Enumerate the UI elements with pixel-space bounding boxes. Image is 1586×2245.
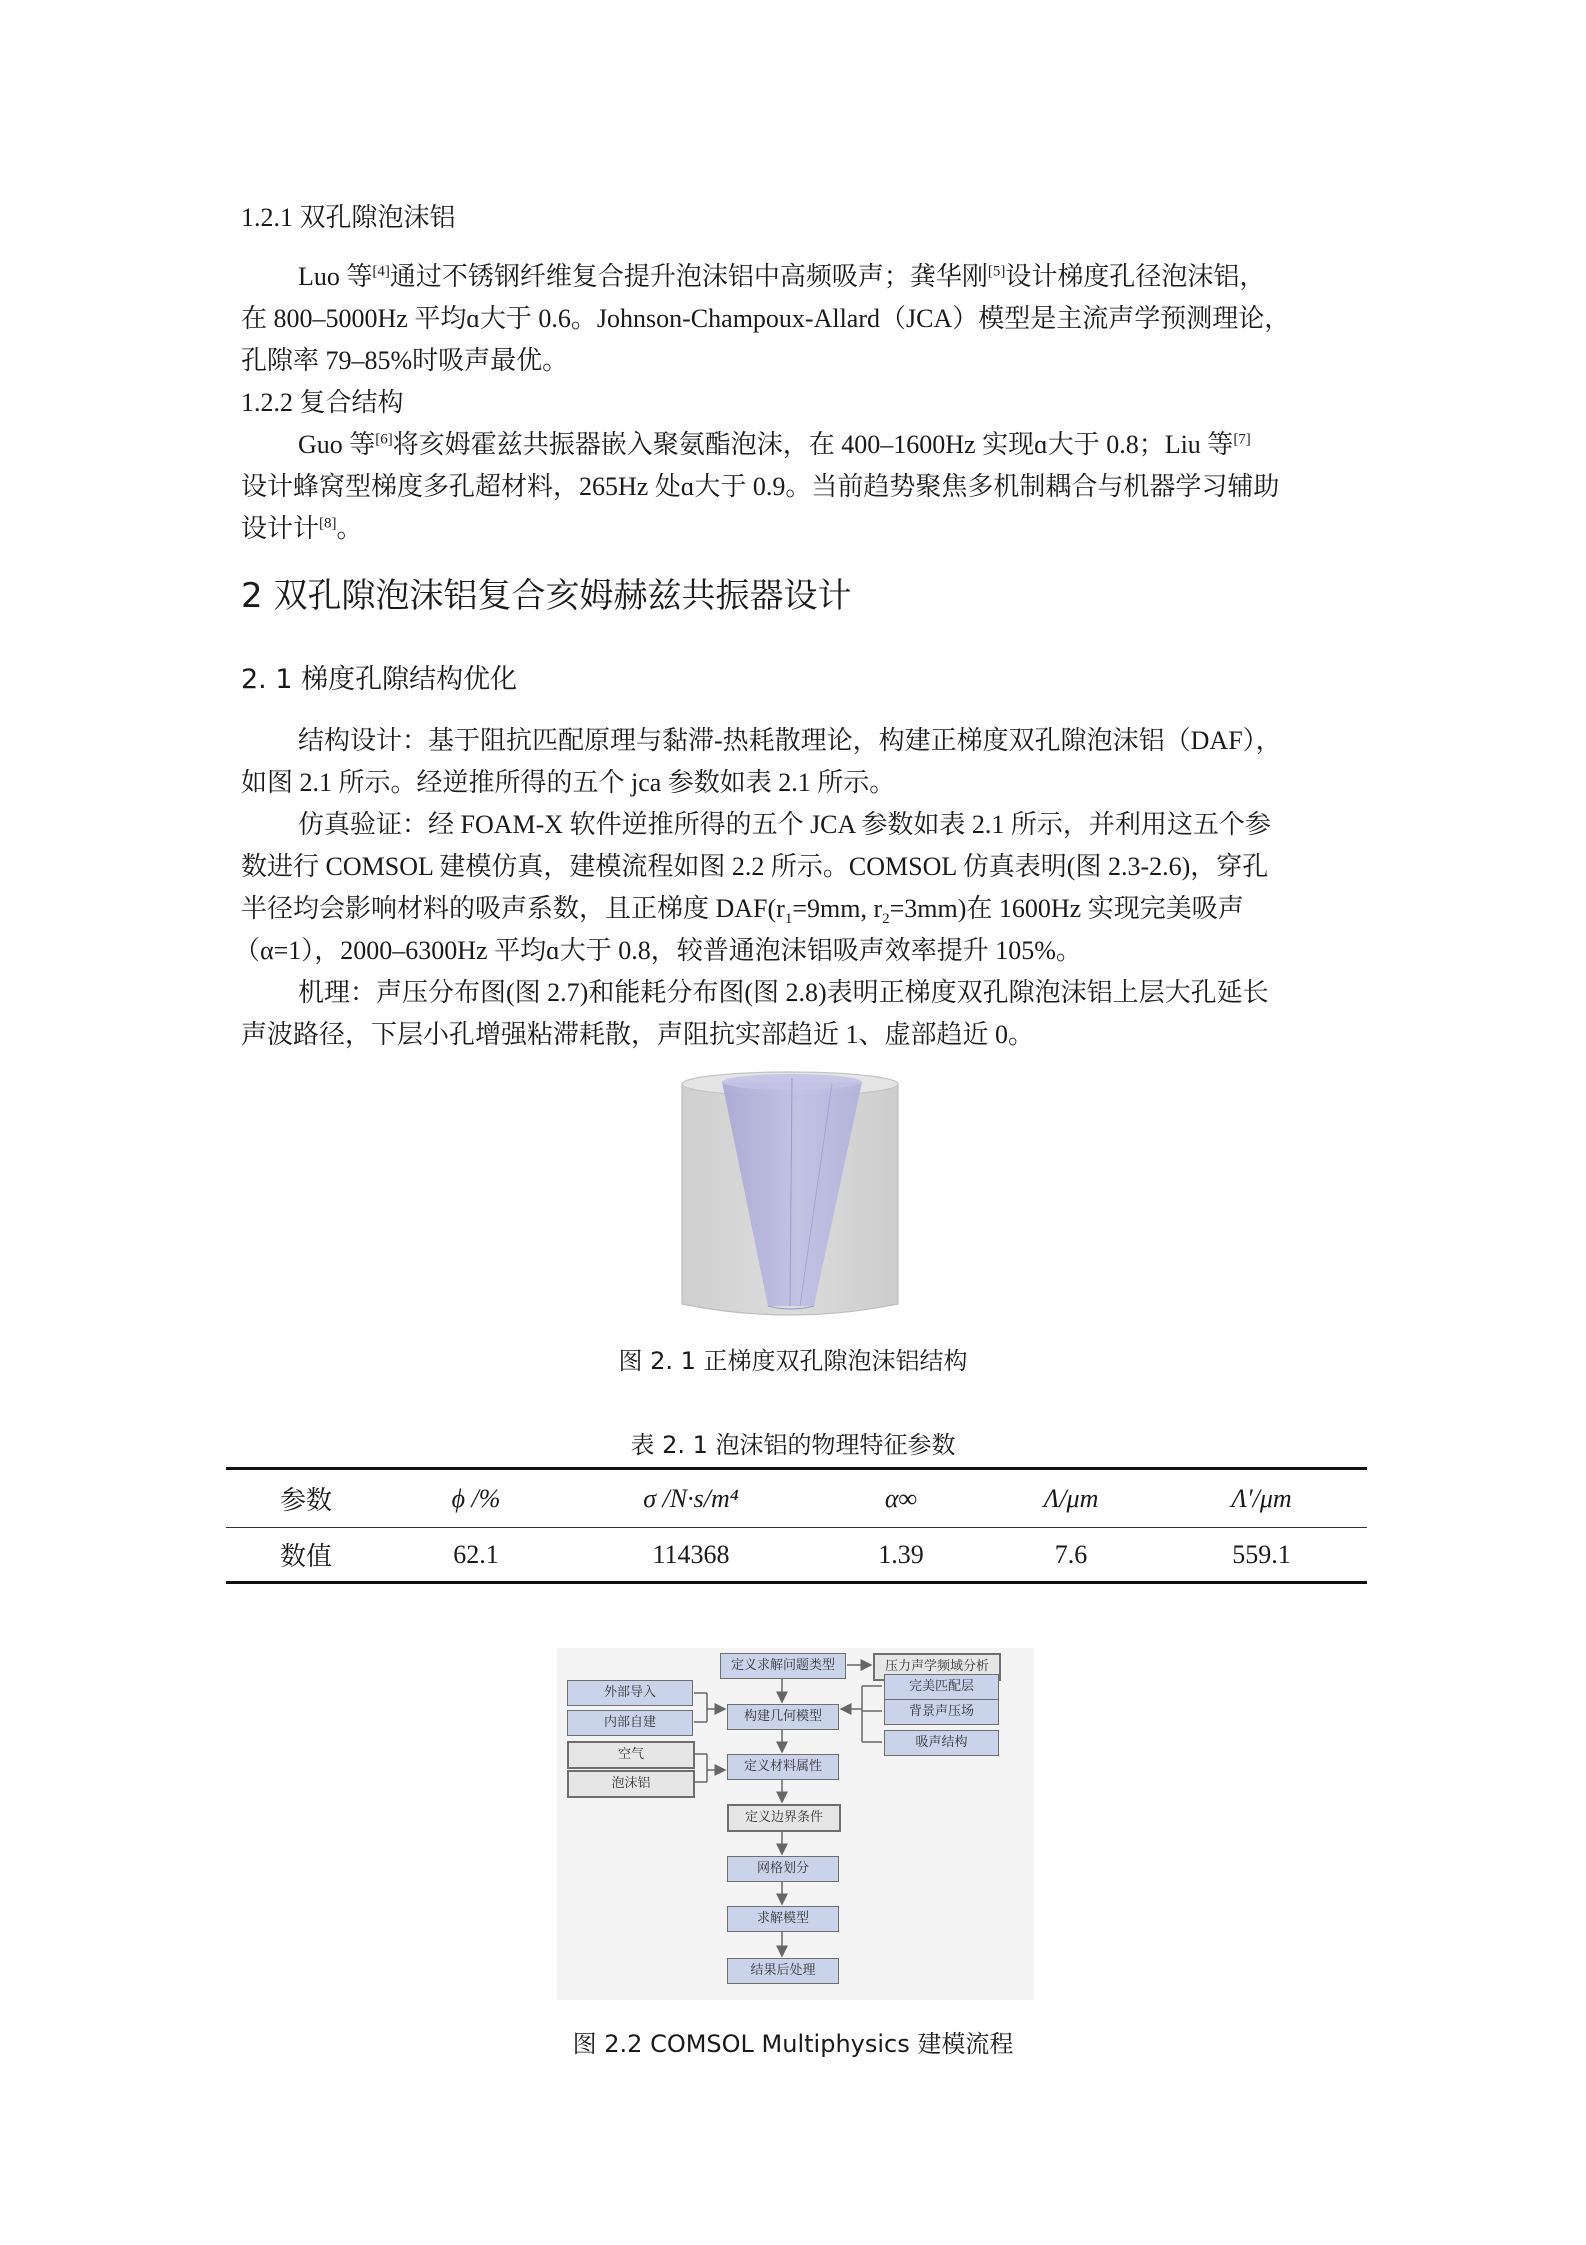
para1-text-c: 设计梯度孔径泡沫铝，	[1005, 262, 1266, 291]
section-1-2-2-title: 1.2.2 复合结构	[241, 388, 404, 417]
para4-line4: （α=1），2000–6300Hz 平均ɑ大于 0.8，较普通泡沫铝吸声效率提升 105%。	[234, 936, 1082, 965]
section-1-2-1-title: 1.2.1 双孔隙泡沫铝	[241, 203, 456, 232]
section-2-1-title: 2. 1 梯度孔隙结构优化	[241, 664, 518, 695]
header-viscous-length: Λ/μm	[1043, 1483, 1099, 1513]
header-flow-resistivity: σ /N·s/m⁴	[643, 1483, 739, 1513]
cell-porosity: 62.1	[453, 1539, 499, 1569]
section-2-title: 2 双孔隙泡沫铝复合亥姆赫兹共振器设计	[241, 576, 852, 616]
para3-line2: 如图 2.1 所示。经逆推所得的五个 jca 参数如表 2.1 所示。	[241, 768, 896, 797]
para5-line2: 声波路径，下层小孔增强粘滞耗散，声阻抗实部趋近 1、虚部趋近 0。	[241, 1020, 1035, 1049]
flow-step-mesh: 网格划分	[727, 1856, 839, 1882]
para2-line1	[298, 424, 1251, 465]
flow-left-air: 空气	[567, 1741, 695, 1769]
ref-6: [6]	[375, 431, 393, 448]
subscript-1: 1	[784, 911, 793, 928]
flow-left-build: 内部自建	[567, 1710, 693, 1736]
para2-text-c: 设计计	[241, 514, 320, 543]
header-porosity: ϕ /%	[451, 1483, 501, 1513]
row-label: 数值	[279, 1542, 332, 1572]
para2-text-b: 将亥姆霍兹共振器嵌入聚氨酯泡沫，在 400–1600Hz 实现ɑ大于 0.8；Liu 等	[392, 430, 1234, 459]
flow-step-boundary: 定义边界条件	[727, 1804, 841, 1832]
flow-step-build-geometry: 构建几何模型	[727, 1704, 839, 1730]
figure-2-1-cone-structure	[672, 1068, 908, 1320]
table-2-1	[226, 1467, 1367, 1584]
ref-4: [4]	[372, 263, 390, 280]
para5-line1: 机理：声压分布图(图 2.7)和能耗分布图(图 2.8)表明正梯度双孔隙泡沫铝上层大孔延长	[298, 978, 1269, 1007]
flow-step-define-problem: 定义求解问题类型	[720, 1653, 846, 1679]
table-header-row	[226, 1469, 1367, 1528]
para4-text-c: =3mm)在 1600Hz 实现完美吸声	[889, 894, 1244, 923]
para4-line1: 仿真验证：经 FOAM-X 软件逆推所得的五个 JCA 参数如表 2.1 所示，并利用这五个参	[298, 810, 1271, 839]
ref-7: [7]	[1233, 431, 1251, 448]
figure-2-2-flowchart	[557, 1648, 1034, 2000]
para3-line1: 结构设计：基于阻抗匹配原理与黏滞-热耗散理论，构建正梯度双孔隙泡沫铝（DAF），	[298, 726, 1282, 755]
para2-line2: 设计蜂窝型梯度多孔超材料，265Hz 处ɑ大于 0.9。当前趋势聚焦多机制耦合与机器学习辅助	[241, 472, 1280, 501]
para1-line3: 孔隙率 79–85%时吸声最优。	[241, 346, 569, 375]
flow-step-material: 定义材料属性	[727, 1754, 839, 1780]
ref-8: [8]	[319, 515, 337, 532]
header-thermal-length: Λ′/μm	[1231, 1483, 1292, 1513]
table-row	[226, 1528, 1367, 1583]
figure-2-2-caption: 图 2.2 COMSOL Multiphysics 建模流程	[572, 2030, 1014, 2058]
cell-viscous-length: 7.6	[1054, 1539, 1088, 1569]
para4-text-b: =9mm, r	[792, 894, 883, 923]
para4-text-a: 半径均会影响材料的吸声系数，且正梯度 DAF(r	[241, 894, 785, 923]
flow-step-postprocess: 结果后处理	[727, 1958, 839, 1984]
para2-text-a: Guo 等	[298, 430, 376, 459]
cell-flow-resistivity: 114368	[652, 1539, 730, 1569]
header-param: 参数	[279, 1486, 332, 1516]
para4-line2: 数进行 COMSOL 建模仿真，建模流程如图 2.2 所示。COMSOL 仿真表明(图 2.3-2.6)，穿孔	[241, 852, 1269, 881]
flow-right-acoustics: 压力声学频域分析	[873, 1653, 1001, 1681]
para2-line3	[241, 508, 363, 549]
flow-left-foam: 泡沫铝	[567, 1770, 695, 1798]
flow-right-pml: 完美匹配层	[884, 1674, 999, 1700]
para1-line1	[298, 256, 1265, 297]
cell-tortuosity: 1.39	[878, 1539, 924, 1569]
flow-right-background: 背景声压场	[884, 1699, 999, 1725]
table-2-1-caption: 表 2. 1 泡沫铝的物理特征参数	[630, 1431, 956, 1459]
para1-text-a: Luo 等	[298, 262, 373, 291]
flow-step-solve: 求解模型	[727, 1906, 839, 1932]
para1-text-b: 通过不锈钢纤维复合提升泡沫铝中高频吸声；龚华刚	[389, 262, 988, 291]
ref-5: [5]	[987, 263, 1006, 280]
flow-left-import: 外部导入	[567, 1680, 693, 1706]
para4-line3	[241, 888, 1244, 929]
figure-2-1-caption: 图 2. 1 正梯度双孔隙泡沫铝结构	[618, 1347, 968, 1375]
flow-right-absorber: 吸声结构	[884, 1730, 999, 1756]
para1-line2: 在 800–5000Hz 平均ɑ大于 0.6。Johnson-Champoux-Allard（JCA）模型是主流声学预测理论，	[241, 304, 1291, 333]
cell-thermal-length: 559.1	[1232, 1539, 1291, 1569]
subscript-2: 2	[882, 911, 890, 928]
header-tortuosity: α∞	[884, 1483, 918, 1513]
para2-text-d: 。	[336, 514, 363, 543]
